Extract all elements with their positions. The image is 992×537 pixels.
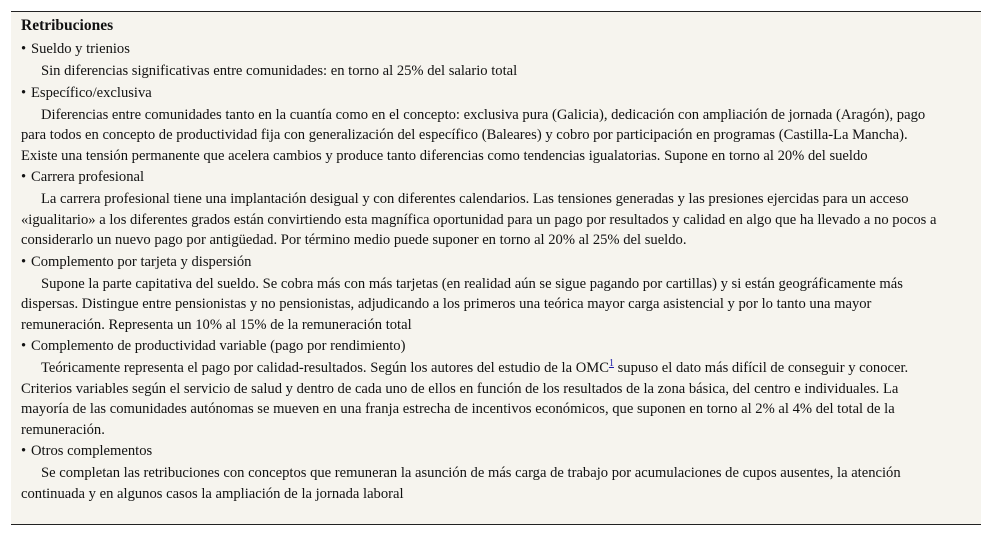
section-heading-text: Carrera profesional (31, 169, 145, 185)
section-heading-text: Complemento por tarjeta y dispersión (31, 253, 252, 270)
body-text-after-footnote: supuso el dato más difícil de conseguir y conocer. Criterios variables según el servicio de salud y dentro de cada uno de ellos en función de los resultados de la zona básica, del centro e individuales. La mayoría de las comunidades autónomas se mueven en una franja estrecha de incentivos económicos, que suponen en torno al 2% al 4% del total de la remuneración. (21, 360, 909, 438)
section-heading-sueldo (21, 39, 971, 60)
bullet: • (21, 41, 27, 57)
section-heading-productividad (21, 336, 971, 357)
footnote-link[interactable]: 1 (608, 358, 614, 370)
retribuciones-table (11, 11, 981, 525)
section-heading-especifico (21, 83, 971, 104)
section-heading-carrera (21, 167, 971, 188)
bullet: • (21, 169, 27, 185)
bullet: • (21, 338, 27, 354)
body-text-before-footnote: Teóricamente representa el pago por calidad-resultados. Según los autores del estudio de la OMC (41, 360, 609, 376)
section-body-carrera: La carrera profesional tiene una implantación desigual y con diferentes calendarios. Las tensiones generadas y las presiones ejercidas para un acceso «igualitario» a los diferentes grados están convirtiendo esta magnífica oportunidad para un pago por resultados y calidad en algo que ha llevado a no pocos a considerarlo un nuevo pago por antigüedad. Por término medio puede suponer en torno al 20% al 25% del sueldo. (21, 191, 937, 248)
section-heading-text: Específico/exclusiva (31, 84, 152, 101)
section-heading-text: Otros complementos (31, 443, 153, 459)
section-body-especifico: Diferencias entre comunidades tanto en la cuantía como en el concepto: exclusiva pura (Galicia), dedicación con ampliación de jornada (Aragón), pago para todos en concepto de productividad fija con generalización del específico (Baleares) y cobro por participación en programas (Castilla-La Mancha). Existe una tensión permanente que acelera cambios y produce tanto diferencias como tendencias igualatorias. Supone en torno al 20% del sueldo (21, 106, 926, 164)
section-heading-text: Complemento de productividad variable (pago por rendimiento) (31, 338, 406, 354)
section-body-productividad (21, 358, 971, 440)
section-heading-tarjeta (21, 252, 971, 273)
section-heading-text: Sueldo y trienios (31, 41, 130, 57)
section-body-sueldo: Sin diferencias significativas entre comunidades: en torno al 25% del salario total (41, 63, 518, 79)
section-body-otros: Se completan las retribuciones con conceptos que remuneran la asunción de más carga de trabajo por acumulaciones de cupos ausentes, la atención continuada y en algunos casos la ampliación de la jornada laboral (21, 465, 901, 502)
bullet: • (21, 84, 27, 101)
bullet: • (21, 253, 27, 270)
bullet: • (21, 443, 27, 459)
section-heading-otros (21, 441, 971, 462)
section-body-tarjeta: Supone la parte capitativa del sueldo. Se cobra más con más tarjetas (en realidad aún se sigue pagando por cartillas) y si están geográficamente más dispersas. Distingue entre pensionistas y no pensionistas, adjudicando a los primeros una teórica mayor carga asistencial y por lo tanto una mayor remuneración. Representa un 10% al 15% de la remuneración total (21, 275, 903, 333)
table-title: Retribuciones (21, 17, 114, 34)
